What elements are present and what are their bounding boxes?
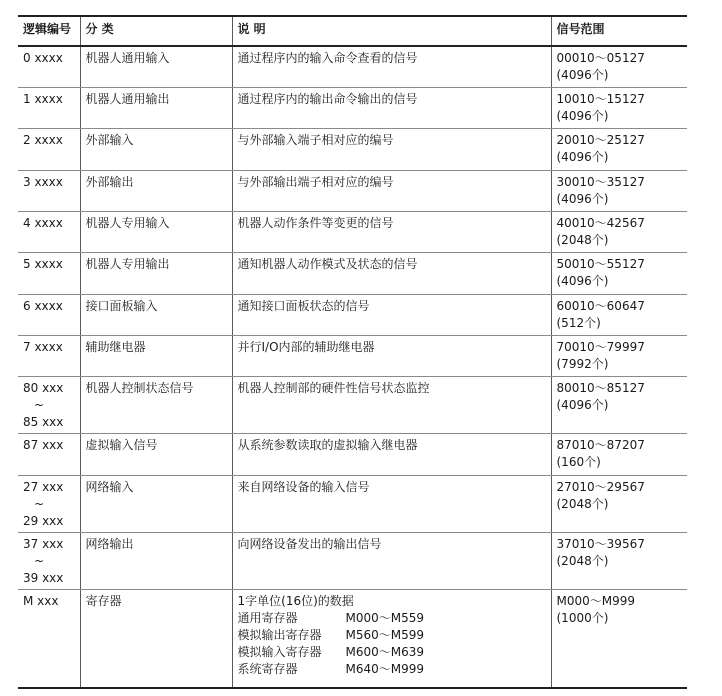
description-cell bbox=[232, 376, 551, 433]
category-cell: 接口面板输入 bbox=[80, 294, 232, 335]
logical-number-cell bbox=[18, 376, 80, 433]
logical-number-text: 6 xxxx bbox=[23, 298, 63, 313]
logical-number-text: 29 xxx bbox=[23, 513, 64, 528]
signal-range-text: M000～M999 bbox=[556, 593, 636, 608]
category-cell: 辅助继电器 bbox=[80, 335, 232, 376]
signal-range-text: 27010～29567 bbox=[556, 479, 645, 494]
signal-table bbox=[18, 15, 687, 689]
table-row bbox=[18, 335, 687, 376]
signal-range-text: 87010～87207 bbox=[556, 437, 645, 452]
logical-number-text: 85 xxx bbox=[23, 414, 64, 429]
table-row bbox=[18, 433, 687, 475]
logical-number-cell bbox=[18, 170, 80, 211]
description-cell bbox=[232, 589, 551, 688]
description-cell bbox=[232, 433, 551, 475]
signal-range-cell bbox=[551, 433, 687, 475]
logical-number-cell bbox=[18, 532, 80, 589]
description-text: 向网络设备发出的输出信号 bbox=[237, 536, 382, 551]
register-name: 系统寄存器 bbox=[237, 661, 298, 676]
logical-number-cell bbox=[18, 294, 80, 335]
category-cell: 机器人专用输出 bbox=[80, 252, 232, 294]
description-text: 来自网络设备的输入信号 bbox=[237, 479, 370, 494]
category-cell: 机器人通用输入 bbox=[80, 46, 232, 87]
logical-number-text: 87 xxx bbox=[23, 437, 64, 452]
signal-range-cell bbox=[551, 211, 687, 252]
logical-number-text: 39 xxx bbox=[23, 570, 64, 585]
logical-number-text: 27 xxx bbox=[23, 479, 64, 494]
signal-range-cell bbox=[551, 252, 687, 294]
table-row bbox=[18, 589, 687, 688]
signal-range-text: 70010～79997 bbox=[556, 339, 645, 354]
register-range: M000～M559 bbox=[345, 610, 425, 625]
signal-count-text: (512个) bbox=[556, 315, 601, 330]
description-cell bbox=[232, 532, 551, 589]
signal-range-cell bbox=[551, 335, 687, 376]
table-header bbox=[18, 16, 687, 46]
signal-range-cell bbox=[551, 475, 687, 532]
category-cell: 外部输出 bbox=[80, 170, 232, 211]
logical-number-text: 37 xxx bbox=[23, 536, 64, 551]
description-cell bbox=[232, 87, 551, 128]
register-range: M640～M999 bbox=[345, 661, 425, 676]
description-text: 从系统参数读取的虚拟输入继电器 bbox=[237, 437, 418, 452]
logical-number-cell bbox=[18, 46, 80, 87]
description-text: 通过程序内的输出命令输出的信号 bbox=[237, 91, 418, 106]
logical-number-text: M xxx bbox=[23, 593, 59, 608]
signal-range-cell bbox=[551, 532, 687, 589]
category-cell: 机器人通用输出 bbox=[80, 87, 232, 128]
table-row bbox=[18, 532, 687, 589]
logical-number-cell bbox=[18, 433, 80, 475]
signal-range-text: 00010～05127 bbox=[556, 51, 645, 65]
register-range: M560～M599 bbox=[345, 627, 425, 642]
signal-range-cell bbox=[551, 589, 687, 688]
table-row bbox=[18, 46, 687, 87]
signal-count-text: (2048个) bbox=[556, 553, 609, 568]
description-cell bbox=[232, 46, 551, 87]
logical-number-cell bbox=[18, 211, 80, 252]
logical-number-text: 7 xxxx bbox=[23, 339, 63, 354]
description-text: 通过程序内的输入命令查看的信号 bbox=[237, 51, 418, 65]
header-description: 说 明 bbox=[232, 16, 551, 46]
logical-number-cell bbox=[18, 335, 80, 376]
signal-range-cell bbox=[551, 87, 687, 128]
table-row bbox=[18, 170, 687, 211]
signal-range-cell bbox=[551, 170, 687, 211]
signal-range-cell bbox=[551, 128, 687, 170]
signal-count-text: (4096个) bbox=[556, 397, 609, 412]
register-range: M600～M639 bbox=[345, 644, 425, 659]
logical-number-cell bbox=[18, 87, 80, 128]
signal-range-text: 20010～25127 bbox=[556, 132, 645, 147]
description-text: 通知接口面板状态的信号 bbox=[237, 298, 370, 313]
signal-count-text: (4096个) bbox=[556, 191, 609, 206]
description-cell bbox=[232, 128, 551, 170]
table-row bbox=[18, 252, 687, 294]
register-line bbox=[238, 644, 547, 661]
description-text: 与外部输入端子相对应的编号 bbox=[237, 132, 394, 147]
register-line bbox=[238, 627, 547, 644]
logical-number-text: 2 xxxx bbox=[23, 132, 63, 147]
description-text: 与外部输出端子相对应的编号 bbox=[237, 174, 394, 189]
logical-number-text: ~ bbox=[34, 397, 45, 412]
register-name: 通用寄存器 bbox=[237, 610, 298, 625]
signal-count-text: (160个) bbox=[556, 454, 601, 469]
register-name: 模拟输出寄存器 bbox=[237, 627, 322, 642]
logical-number-cell bbox=[18, 589, 80, 688]
header-logical-number: 逻辑编号 bbox=[18, 16, 80, 46]
logical-number-text: ~ bbox=[34, 496, 45, 511]
logical-number-text: 0 xxxx bbox=[23, 51, 63, 65]
description-cell bbox=[232, 335, 551, 376]
description-cell bbox=[232, 475, 551, 532]
category-cell: 机器人控制状态信号 bbox=[80, 376, 232, 433]
description-cell bbox=[232, 294, 551, 335]
signal-range-cell bbox=[551, 376, 687, 433]
category-cell: 机器人专用输入 bbox=[80, 211, 232, 252]
category-cell: 外部输入 bbox=[80, 128, 232, 170]
description-cell bbox=[232, 170, 551, 211]
table-row bbox=[18, 376, 687, 433]
category-cell: 虚拟输入信号 bbox=[80, 433, 232, 475]
signal-range-cell bbox=[551, 294, 687, 335]
description-text: 并行I/O内部的辅助继电器 bbox=[237, 339, 375, 354]
description-cell bbox=[232, 252, 551, 294]
table-row bbox=[18, 211, 687, 252]
signal-count-text: (7992个) bbox=[556, 356, 609, 371]
signal-range-text: 10010～15127 bbox=[556, 91, 645, 106]
description-text: 1字单位(16位)的数据 bbox=[237, 593, 354, 608]
logical-number-text: 80 xxx bbox=[23, 380, 64, 395]
logical-number-cell bbox=[18, 252, 80, 294]
header-category: 分 类 bbox=[80, 16, 232, 46]
category-cell: 网络输出 bbox=[80, 532, 232, 589]
logical-number-cell bbox=[18, 128, 80, 170]
logical-number-text: 4 xxxx bbox=[23, 215, 63, 230]
signal-count-text: (4096个) bbox=[556, 149, 609, 164]
logical-number-text: ~ bbox=[34, 553, 45, 568]
signal-count-text: (4096个) bbox=[556, 273, 609, 288]
signal-count-text: (2048个) bbox=[556, 232, 609, 247]
logical-number-cell bbox=[18, 475, 80, 532]
register-line bbox=[238, 661, 547, 678]
signal-range-text: 37010～39567 bbox=[556, 536, 645, 551]
signal-count-text: (2048个) bbox=[556, 496, 609, 511]
signal-count-text: (1000个) bbox=[556, 610, 609, 625]
category-cell: 寄存器 bbox=[80, 589, 232, 688]
signal-range-text: 40010～42567 bbox=[556, 215, 645, 230]
description-cell bbox=[232, 211, 551, 252]
header-row bbox=[18, 16, 687, 46]
description-text: 机器人控制部的硬件性信号状态监控 bbox=[237, 380, 430, 395]
logical-number-text: 3 xxxx bbox=[23, 174, 63, 189]
signal-range-text: 30010～35127 bbox=[556, 174, 645, 189]
signal-range-text: 60010～60647 bbox=[556, 298, 645, 313]
table-row bbox=[18, 87, 687, 128]
signal-range-text: 50010～55127 bbox=[556, 256, 645, 271]
register-name: 模拟输入寄存器 bbox=[237, 644, 322, 659]
table-row bbox=[18, 294, 687, 335]
header-signal-range: 信号范围 bbox=[551, 16, 687, 46]
table-body bbox=[18, 46, 687, 688]
signal-count-text: (4096个) bbox=[556, 108, 609, 123]
table-row bbox=[18, 128, 687, 170]
table-row bbox=[18, 475, 687, 532]
logical-number-text: 5 xxxx bbox=[23, 256, 63, 271]
signal-range-text: 80010～85127 bbox=[556, 380, 645, 395]
logical-number-text: 1 xxxx bbox=[23, 91, 63, 106]
signal-count-text: (4096个) bbox=[556, 68, 609, 82]
register-line bbox=[238, 610, 547, 627]
signal-range-cell bbox=[551, 46, 687, 87]
description-text: 机器人动作条件等变更的信号 bbox=[237, 215, 394, 230]
category-cell: 网络输入 bbox=[80, 475, 232, 532]
description-text: 通知机器人动作模式及状态的信号 bbox=[237, 256, 418, 271]
